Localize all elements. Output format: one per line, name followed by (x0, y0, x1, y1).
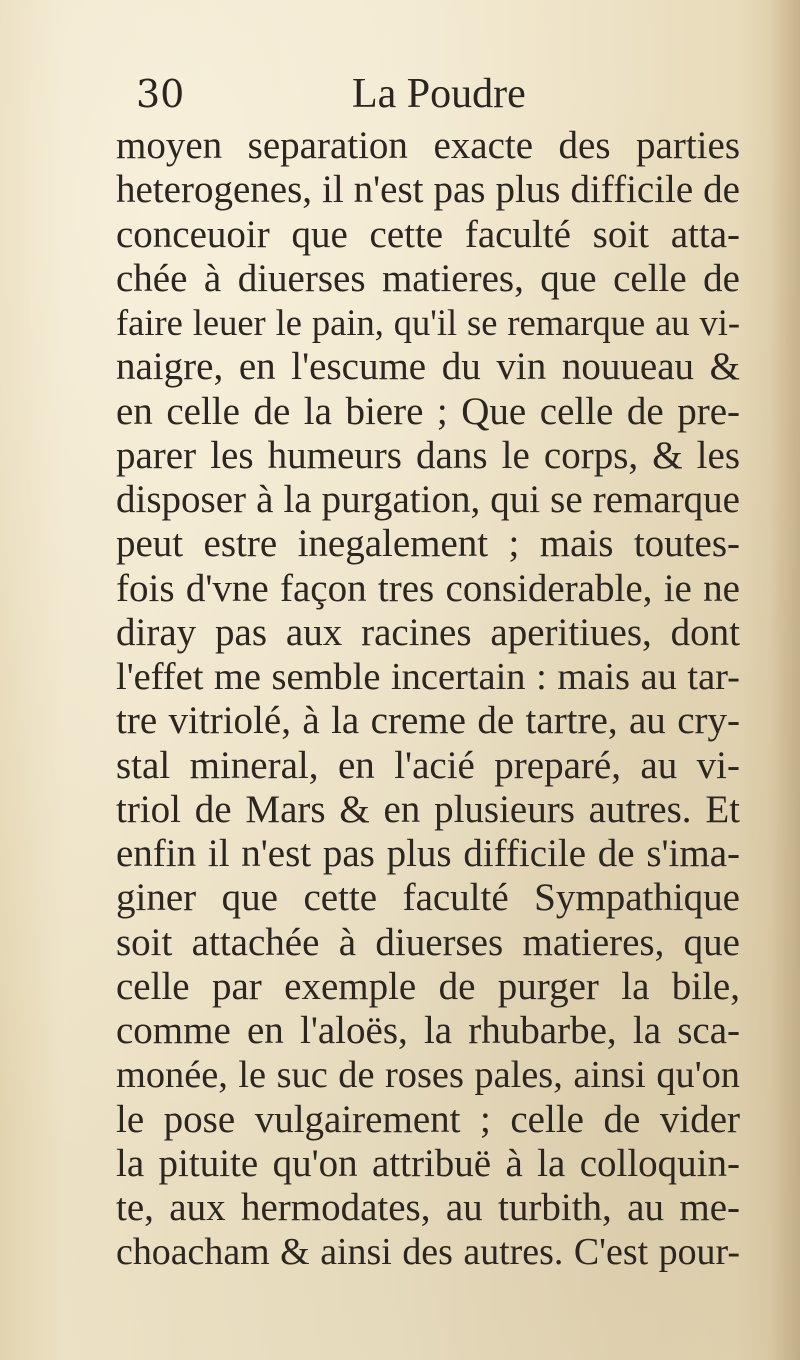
text-line: naigre, en l'escume du vin nouueau & (116, 345, 740, 389)
text-line: heterogenes, il n'est pas plus difficile de (116, 168, 740, 212)
text-line: le pose vulgairement ; celle de vider (116, 1097, 740, 1141)
running-title: La Poudre (352, 71, 526, 117)
page-header (130, 70, 740, 120)
text-line: celle par exemple de purger la bile, (116, 964, 740, 1008)
text-line: te, aux hermodates, au turbith, au me- (116, 1186, 740, 1229)
text-line: stal mineral, en l'acié preparé, au vi- (116, 743, 740, 787)
text-line: comme en l'aloës, la rhubarbe, la sca- (116, 1009, 740, 1052)
text-line: giner que cette faculté Sympathique (116, 876, 740, 920)
text-line: tre vitriolé, à la creme de tartre, au cry- (116, 699, 740, 743)
text-line: chée à diuerses matieres, que celle de (116, 256, 740, 300)
text-line: disposer à la purgation, qui se remarque (116, 478, 740, 521)
body-text (116, 124, 740, 1275)
text-line: conceuoir que cette faculté soit atta- (116, 212, 740, 256)
text-line: enfin il n'est pas plus difficile de s'ima- (116, 832, 740, 875)
text-line: l'effet me semble incertain : mais au tar- (116, 656, 740, 698)
text-line: parer les humeurs dans le corps, & les (116, 433, 740, 477)
text-line: choacham & ainsi des autres. C'est pour- (116, 1231, 740, 1274)
text-line: monée, le suc de roses pales, ainsi qu'on (116, 1054, 740, 1097)
text-line: en celle de la biere ; Que celle de pre- (116, 389, 740, 433)
text-line: faire leuer le pain, qu'il se remarque au vi- (116, 302, 740, 343)
text-line: peut estre inegalement ; mais toutes- (116, 522, 740, 566)
text-line: triol de Mars & en plusieurs autres. Et (116, 787, 740, 831)
page-number: 30 (136, 72, 185, 116)
text-line: diray pas aux racines aperitiues, dont (116, 610, 740, 654)
text-line: moyen separation exacte des parties (116, 124, 740, 167)
text-line: soit attachée à diuerses matieres, que (116, 920, 740, 964)
text-line: fois d'vne façon tres considerable, ie ne (116, 566, 740, 610)
text-line: la pituite qu'on attribuë à la colloquin- (116, 1141, 740, 1185)
